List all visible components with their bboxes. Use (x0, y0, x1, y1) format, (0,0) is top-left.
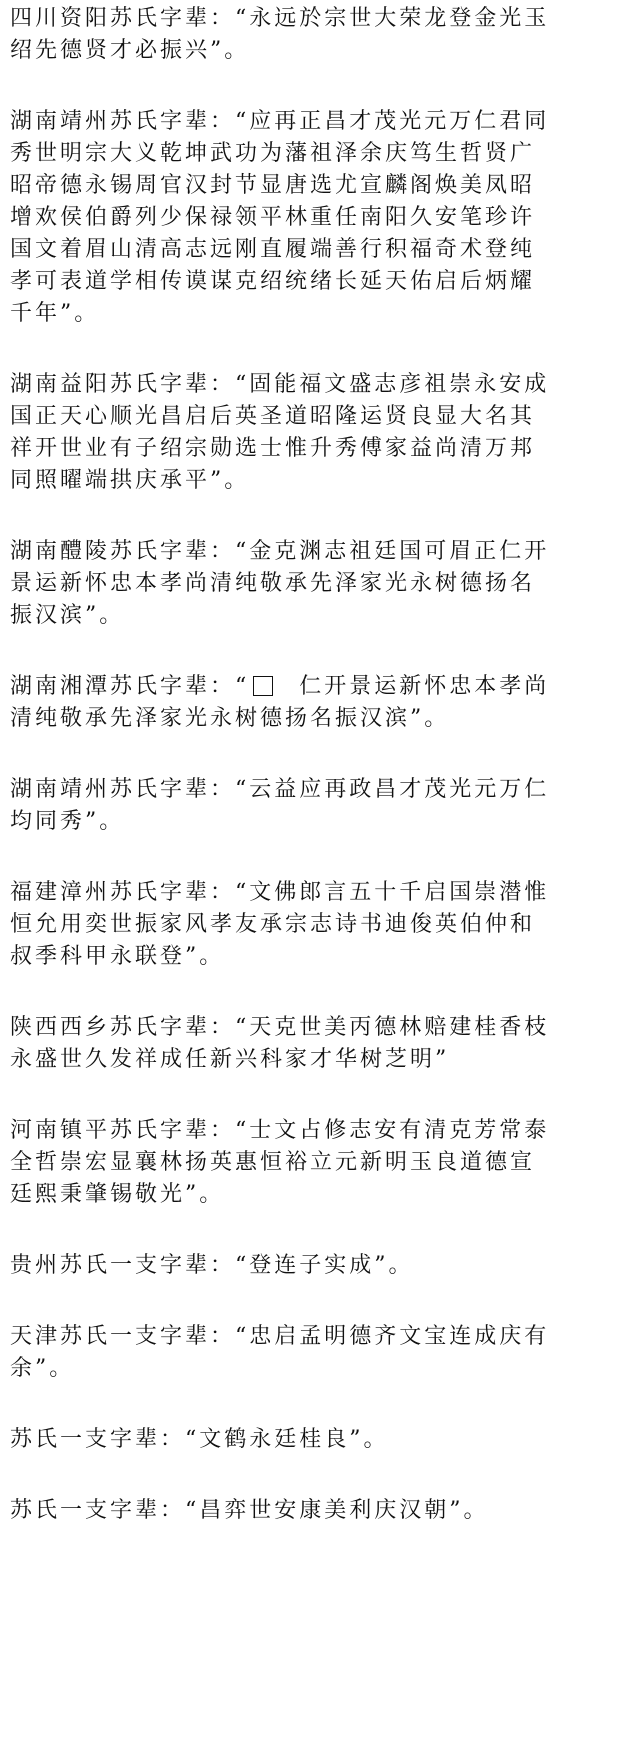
entry-generation-text: 仁开景运新怀忠本孝尚清纯敬承先泽家光永树德扬名振汉滨”。 (10, 674, 550, 731)
entry-generation-text: “忠启孟明德齐文宝连成庆有余”。 (10, 1324, 550, 1381)
entry-region: 湖南益阳苏氏字辈： (10, 372, 236, 397)
entry-generation-text: “金克渊志祖廷国可眉正仁开景运新怀忠本孝尚清纯敬承先泽家光永树德扬名振汉滨”。 (10, 539, 550, 628)
entry-hunan-xiangtan (10, 671, 558, 735)
entry-generation-text: “永远於宗世大荣龙登金光玉绍先德贤才必振兴”。 (10, 6, 550, 63)
entry-region: 四川资阳苏氏字辈： (10, 6, 236, 31)
entry-generation-text: “昌弈世安康美利庆汉朝”。 (185, 1498, 489, 1523)
entry-hunan-liling (10, 536, 558, 632)
entry-henan-zhenping (10, 1115, 558, 1211)
entry-region: 福建漳州苏氏字辈： (10, 880, 236, 905)
entry-quote-open: “ (235, 674, 250, 699)
entry-shaanxi-xixiang (10, 1012, 558, 1076)
entry-hunan-yiyang (10, 369, 558, 497)
entry-region: 贵州苏氏一支字辈： (10, 1253, 236, 1278)
entry-generation-text: “文佛郎言五十千启国崇潜惟恒允用奕世振家风孝友承宗志诗书迪俊英伯仲和叔季科甲永联登”。 (10, 880, 550, 969)
entry-tianjin (10, 1321, 558, 1385)
entry-region: 陕西西乡苏氏字辈： (10, 1015, 236, 1040)
missing-character-box (253, 676, 273, 696)
entry-hunan-jingzhou-2 (10, 774, 558, 838)
entry-region: 天津苏氏一支字辈： (10, 1324, 236, 1349)
entry-generation-text: “应再正昌才茂光元万仁君同秀世明宗大义乾坤武功为藩祖泽余庆笃生哲贤广昭帝德永锡周官汉封节显唐选尤宣麟阁焕美凤昭增欢侯伯爵列少保禄领平林重任南阳久安笔珍许国文着眉山清高志远刚直履端善行积福奇术登纯孝可表道学相传谟谋克绍统绪长延天佑启后炳耀千年”。 (10, 109, 550, 326)
entry-region: 湖南靖州苏氏字辈： (10, 109, 236, 134)
entry-region: 湖南醴陵苏氏字辈： (10, 539, 236, 564)
entry-fujian-zhangzhou (10, 877, 558, 973)
entry-generation-text: “固能福文盛志彦祖崇永安成国正天心顺光昌启后英圣道昭隆运贤良显大名其祥开世业有子绍宗勋选士惟升秀傅家益尚清万邦同照曜端拱庆承平”。 (10, 372, 550, 493)
entry-region: 苏氏一支字辈： (10, 1498, 186, 1523)
entry-region: 湖南靖州苏氏字辈： (10, 777, 236, 802)
entry-generation-text: “登连子实成”。 (235, 1253, 414, 1278)
entry-generation-text: “云益应再政昌才茂光元万仁均同秀”。 (10, 777, 550, 834)
entry-region: 苏氏一支字辈： (10, 1427, 186, 1452)
entry-region: 湖南湘潭苏氏字辈： (10, 674, 236, 699)
entry-generation-text: “文鹤永廷桂良”。 (185, 1427, 389, 1452)
entry-su-branch-1 (10, 1424, 558, 1456)
entry-generation-text: “士文占修志安有清克芳常泰全哲崇宏显襄林扬英惠恒裕立元新明玉良道德宣廷熙秉肇锡敬光”。 (10, 1118, 550, 1207)
entry-region: 河南镇平苏氏字辈： (10, 1118, 236, 1143)
entry-generation-text: “天克世美丙德林赔建桂香枝永盛世久发祥成任新兴科家才华树芝明” (10, 1015, 550, 1072)
entry-guizhou (10, 1250, 558, 1282)
entry-su-branch-2 (10, 1495, 558, 1527)
entry-hunan-jingzhou (10, 106, 558, 330)
entry-sichuan-ziyang (10, 3, 558, 67)
